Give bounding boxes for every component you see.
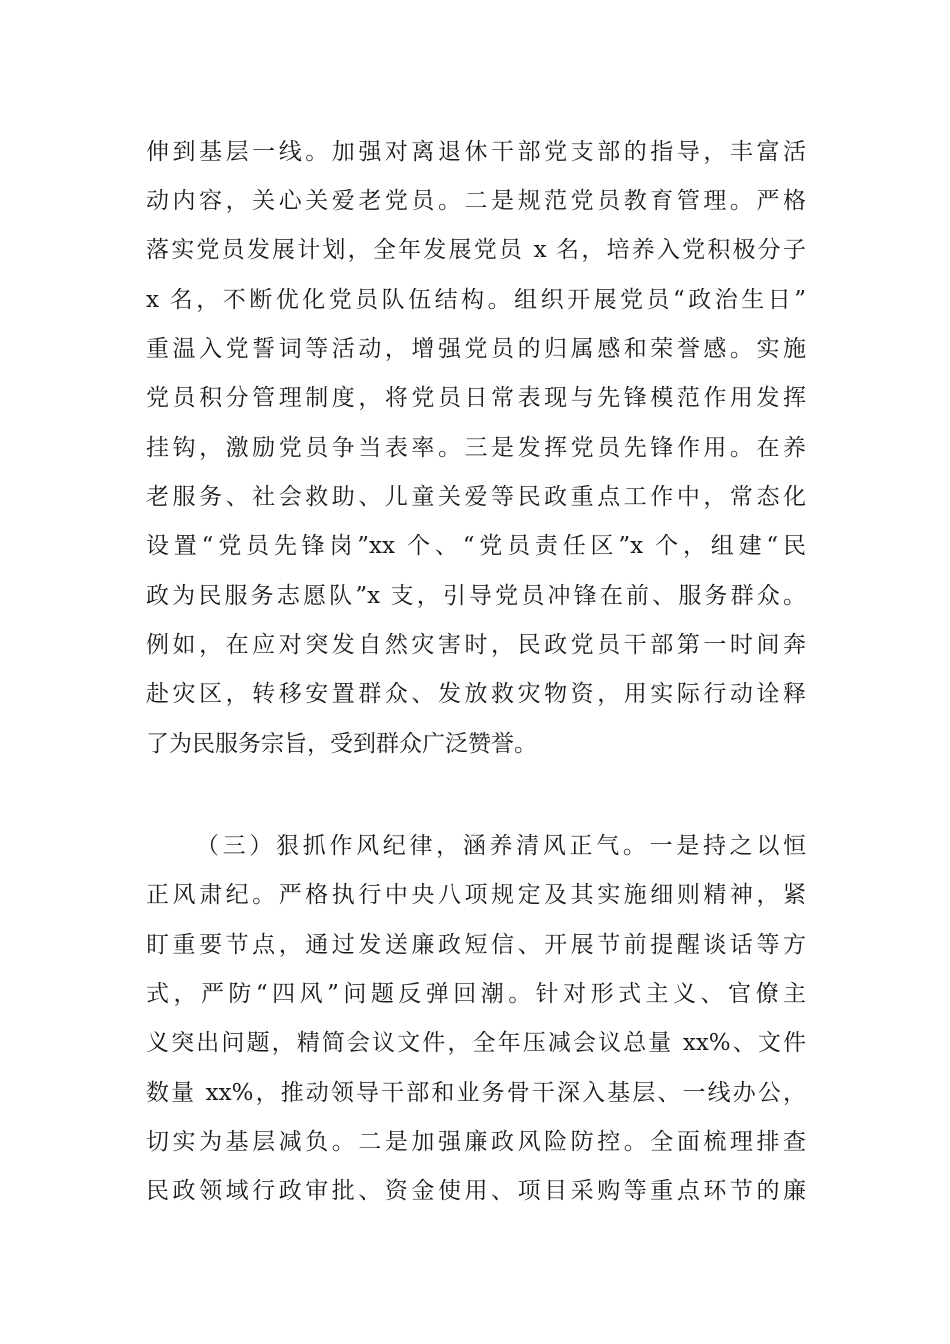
text-line: 民政领域行政审批、资金使用、项目采购等重点环节的廉: [146, 1178, 806, 1204]
text-line: 了为民服务宗旨，受到群众广泛赞誉。: [146, 731, 537, 757]
text-line: 数量 xx%，推动领导干部和业务骨干深入基层、一线办公，: [146, 1080, 806, 1106]
text-line: 老服务、社会救助、儿童关爱等民政重点工作中，常态化: [146, 484, 806, 510]
text-line: 伸到基层一线。加强对离退休干部党支部的指导，丰富活: [146, 139, 806, 165]
text-line: 政为民服务志愿队”x 支，引导党员冲锋在前、服务群众。: [146, 583, 806, 609]
text-line: 落实党员发展计划，全年发展党员 x 名，培养入党积极分子: [146, 237, 806, 263]
text-line: 义突出问题，精简会议文件，全年压减会议总量 xx%、文件: [146, 1030, 806, 1056]
text-line: 赴灾区，转移安置群众、发放救灾物资，用实际行动诠释: [146, 681, 806, 707]
text-line: 盯重要节点，通过发送廉政短信、开展节前提醒谈话等方: [146, 932, 806, 958]
text-line: 挂钩，激励党员争当表率。三是发挥党员先锋作用。在养: [146, 435, 806, 461]
text-line: x 名，不断优化党员队伍结构。组织开展党员“政治生日”: [146, 287, 806, 313]
text-line: 例如，在应对突发自然灾害时，民政党员干部第一时间奔: [146, 632, 806, 658]
text-line: 切实为基层减负。二是加强廉政风险防控。全面梳理排查: [146, 1129, 806, 1155]
section-heading-line: （三）狠抓作风纪律，涵养清风正气。一是持之以恒: [196, 833, 806, 859]
text-line: 党员积分管理制度，将党员日常表现与先锋模范作用发挥: [146, 385, 806, 411]
text-line: 重温入党誓词等活动，增强党员的归属感和荣誉感。实施: [146, 336, 806, 362]
text-line: 式，严防“四风”问题反弹回潮。针对形式主义、官僚主: [146, 981, 806, 1007]
text-line: 正风肃纪。严格执行中央八项规定及其实施细则精神，紧: [146, 882, 806, 908]
text-line: 设置“党员先锋岗”xx 个、“党员责任区”x 个，组建“民: [146, 533, 806, 559]
text-line: 动内容，关心关爱老党员。二是规范党员教育管理。严格: [146, 188, 806, 214]
